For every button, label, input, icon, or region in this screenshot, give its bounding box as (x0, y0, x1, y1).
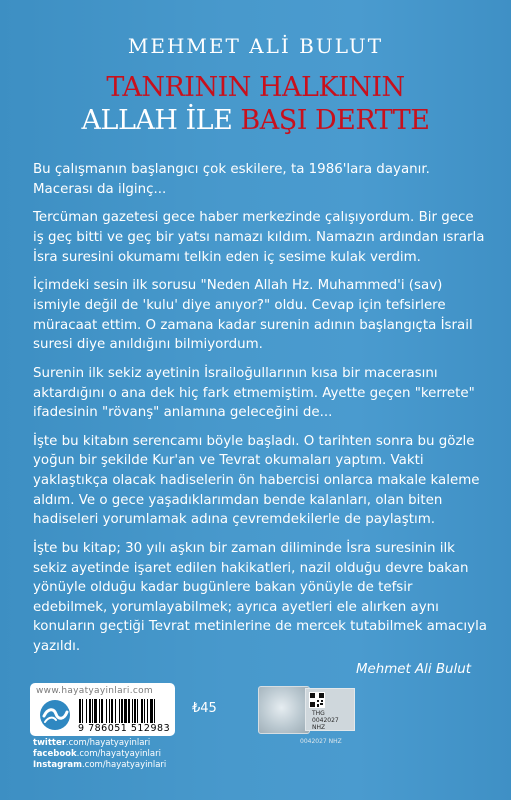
barcode-icon (78, 699, 170, 723)
sticker-text: THG (312, 710, 325, 717)
social-twitter (33, 738, 150, 748)
social-instagram (33, 760, 166, 770)
publisher-wave-icon (38, 699, 72, 731)
social-network-name: Instagram (33, 760, 82, 770)
sticker-text: 0042027 (312, 717, 339, 724)
sticker-text: NHZ (312, 724, 326, 731)
social-network-name: facebook (33, 749, 77, 759)
blurb-paragraph: İşte bu kitap; 30 yılı aşkın bir zaman diliminde İsra suresinin ilk sekiz ayetinde işaret edilen hakikatleri, nazil olduğu devre bakan yönüyle olduğu kadar bugünlere bakan yönüyle de tefsir edebilmek, yorumlayabilmek; ayrıca ayetleri ele alırken aynı konuların geçtiği Tevrat metinlerine de mercek tutabilmek amacıyla yazıldı. (33, 541, 487, 654)
social-path: .com/hayatyayinlari (65, 738, 151, 748)
blurb-paragraph: İşte bu kitabın serencamı böyle başladı. O tarihten sonra bu gözle yoğun bir şekilde Kur'an ve Tevrat okumaları yaptım. Vakti yaklaştıkça olacak hadiselerin ön habercisi onlarca makale kaleme aldım. Ve o gece yaşadıklarımdan bende kalanları, olan biten hadiseleri yorumlamak adına çevremdekilerle de paylaştım. (33, 433, 480, 528)
hologram-sticker-icon (258, 686, 310, 734)
social-network-name: twitter (33, 738, 66, 748)
book-title-line-2 (0, 106, 511, 136)
blurb-paragraph: İçimdeki sesin ilk sorusu "Neden Allah Hz. Muhammed'i (sav) ismiyle değil de 'kulu' diye anıyor?" oldu. Cevap için tefsirlere müracaat ettim. O zamana kadar surenin adının başlangıçta İsrail suresi diye anıldığını bilmiyordum. (33, 278, 473, 353)
social-facebook (33, 749, 161, 759)
blurb-text (33, 160, 488, 666)
blurb-paragraph: Bu çalışmanın başlangıcı çok eskilere, ta 1986'lara dayanır. Macerası da ilginç... (33, 162, 430, 197)
blurb-paragraph: Surenin ilk sekiz ayetinin İsrailoğullarının kısa bir macerasını aktardığını o ana dek hiç fark etmemiştim. Ayette geçen "kerrete" ifadesinin "rövanş" anlamına geleceğini de... (33, 365, 475, 421)
author-signature: Mehmet Ali Bulut (355, 662, 471, 677)
sticker-bottom-text: 0042027 NHZ (300, 738, 342, 745)
blurb-paragraph: Tercüman gazetesi gece haber merkezinde çalışıyordum. Bir gece iş geç bitti ve geç bir yatsı namazı kıldım. Namazın ardından ısrarla İsra suresini okumamı telkin eden iç sesime kulak verdim. (33, 210, 485, 265)
social-path: .com/hayatyayinlari (81, 760, 167, 770)
publisher-website: www.hayatyayinlari.com (36, 686, 153, 696)
price-label: ₺45 (192, 701, 217, 716)
title-red-part: BAŞI DERTTE (240, 105, 430, 136)
title-white-part: ALLAH İLE (81, 105, 233, 136)
qr-code-icon (309, 692, 325, 708)
isbn-number: 9 786051 512983 (78, 723, 171, 734)
author-name: MEHMET ALİ BULUT (127, 34, 384, 58)
social-path: .com/hayatyayinlari (76, 749, 161, 759)
book-title-line-1: TANRININ HALKININ (106, 72, 405, 103)
